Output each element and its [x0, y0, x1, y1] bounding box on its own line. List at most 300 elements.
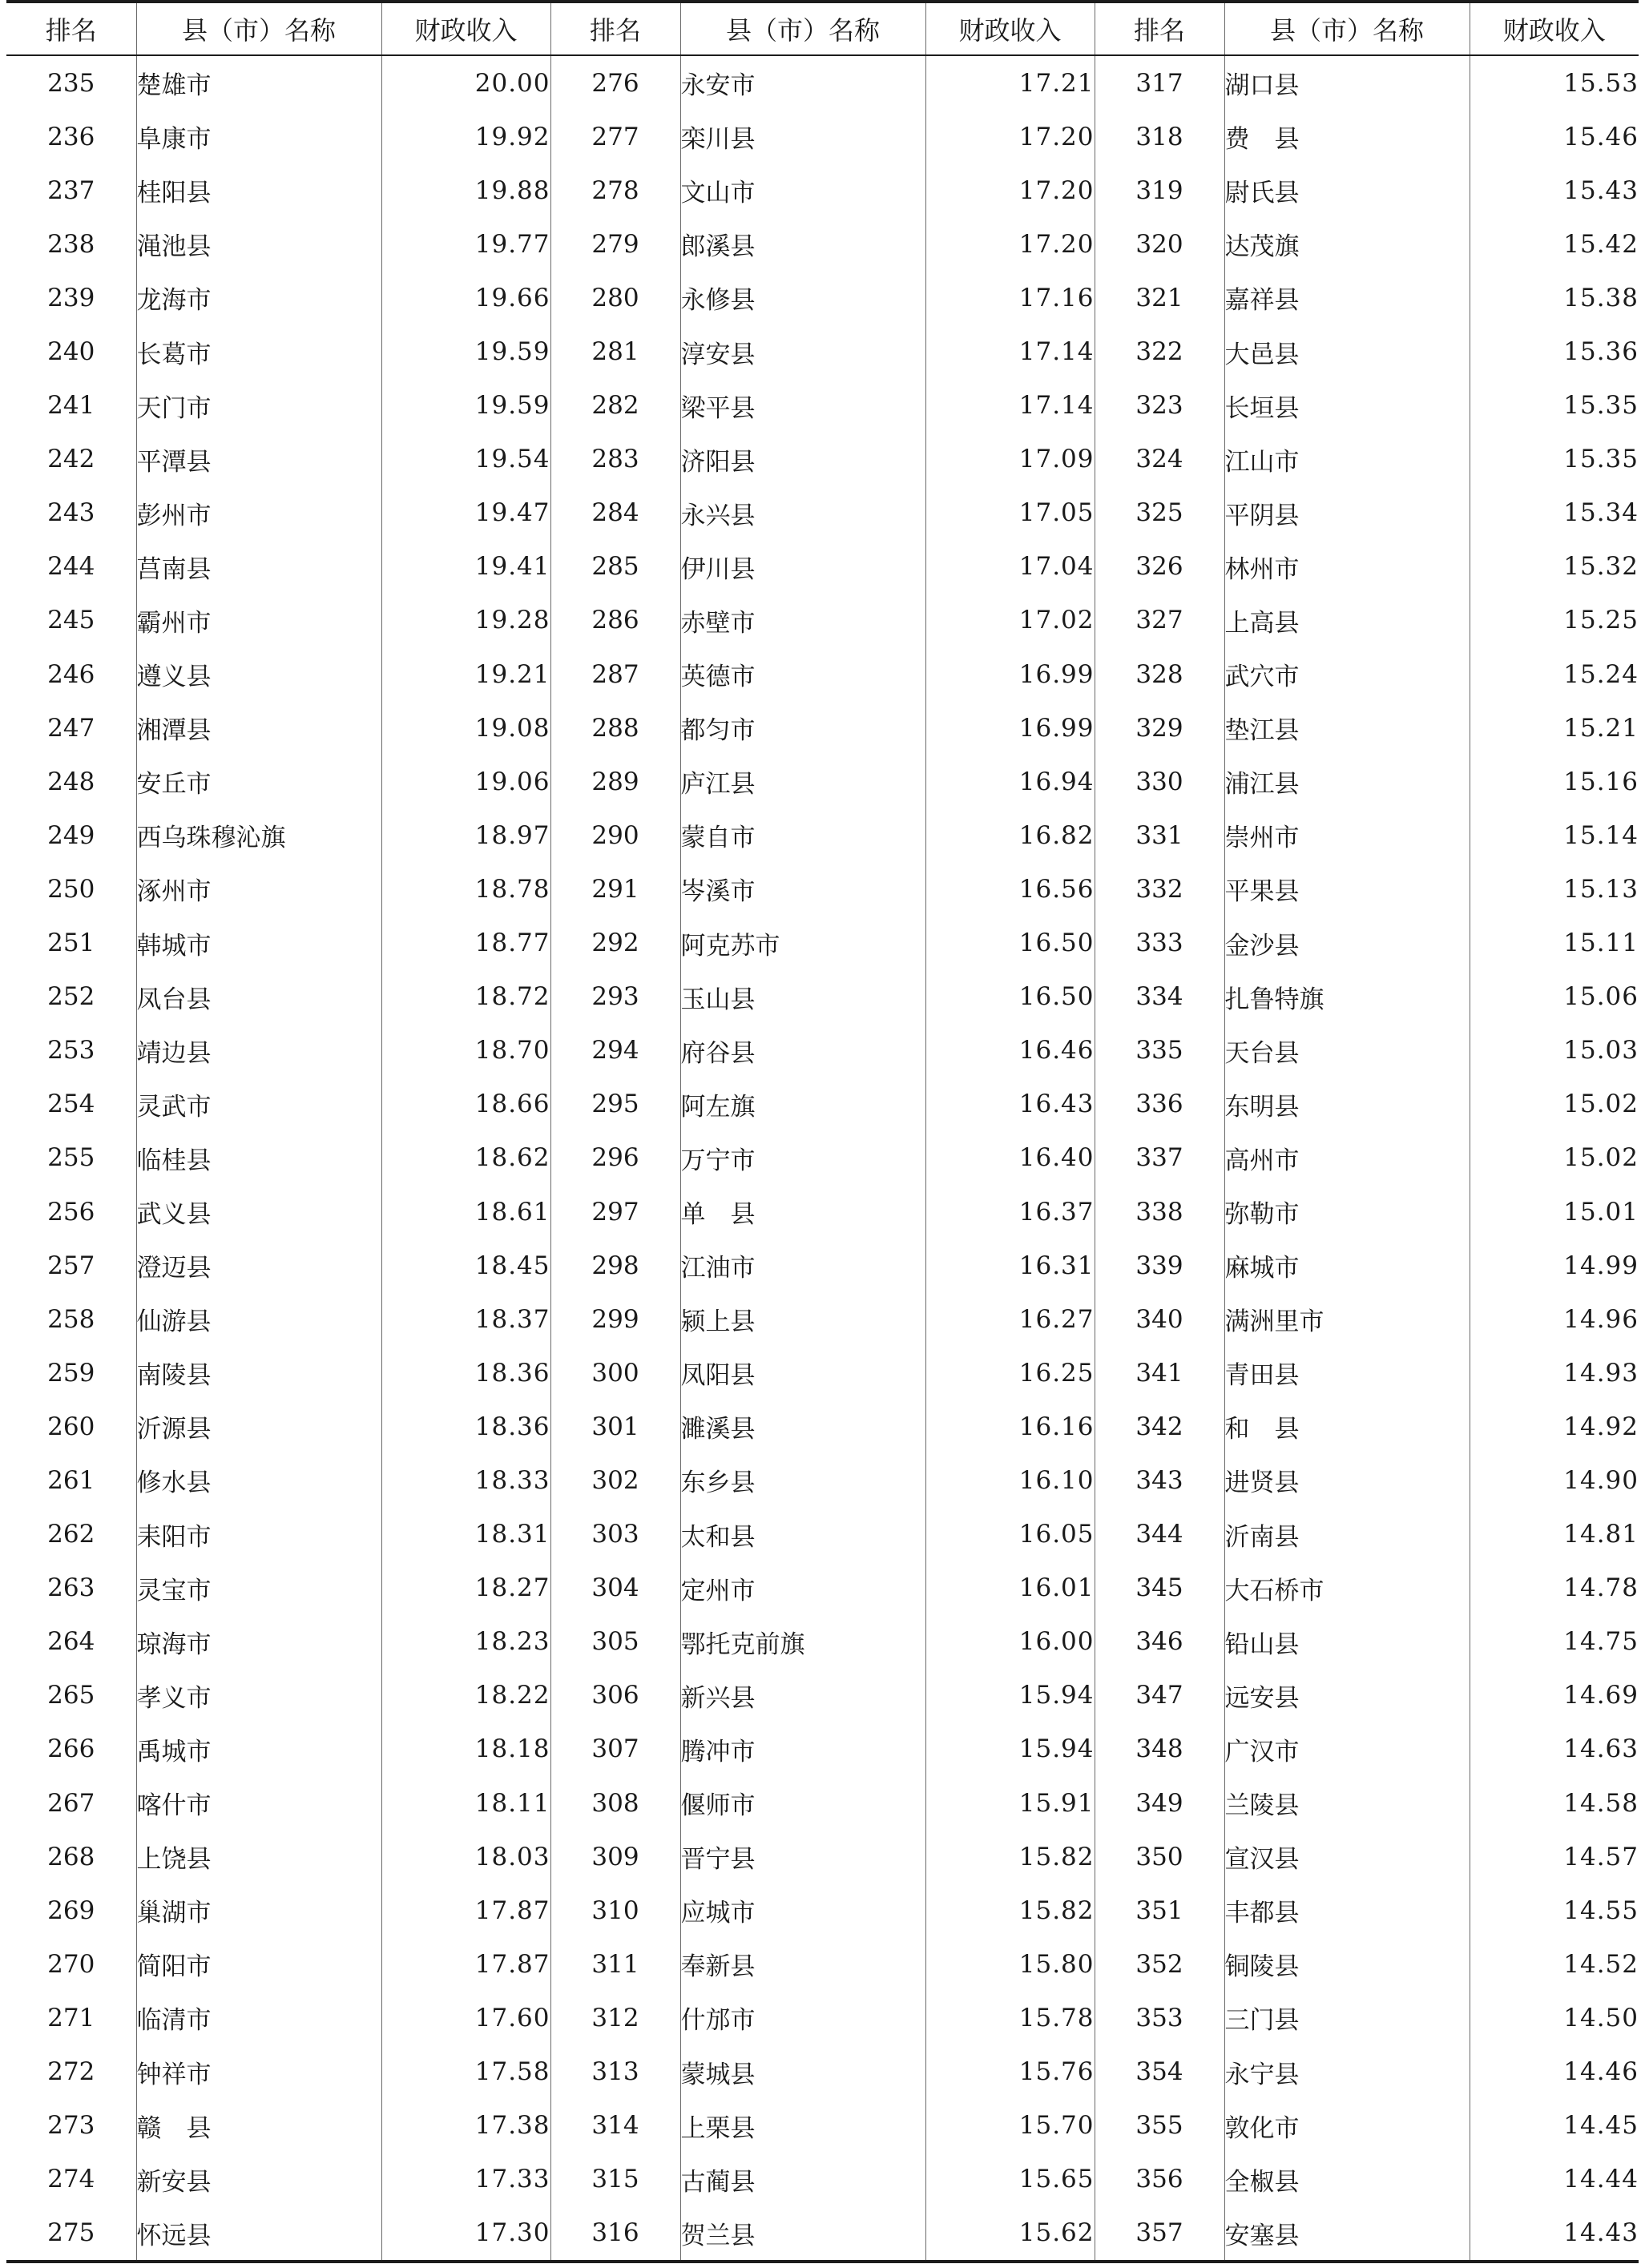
- fiscal-revenue-cell: 15.01: [1470, 1185, 1639, 1239]
- rank-cell: 312: [550, 1991, 680, 2044]
- county-name-cell: 上栗县: [680, 2099, 925, 2153]
- fiscal-revenue-cell: 17.20: [925, 163, 1095, 217]
- county-name-cell: 江山市: [1224, 433, 1470, 486]
- fiscal-revenue-cell: 15.32: [1470, 540, 1639, 594]
- county-name-cell: 兰陵县: [1224, 1776, 1470, 1830]
- rank-cell: 319: [1095, 163, 1224, 217]
- table-row: [6, 1776, 1639, 1830]
- fiscal-revenue-cell: 16.01: [925, 1561, 1095, 1615]
- fiscal-revenue-cell: 19.47: [381, 486, 550, 540]
- rank-cell: 257: [47, 1251, 95, 1280]
- table-row: [6, 1346, 1639, 1400]
- county-name-cell: 新兴县: [680, 1669, 925, 1722]
- fiscal-revenue-cell: 18.33: [381, 1453, 550, 1507]
- rank-cell: 322: [1095, 324, 1224, 378]
- fiscal-revenue-cell: 19.77: [381, 217, 550, 271]
- rank-cell: 268: [47, 1842, 95, 1871]
- rank-cell: 303: [550, 1508, 680, 1561]
- fiscal-revenue-cell: 19.92: [381, 110, 550, 163]
- rank-cell: 315: [550, 2153, 680, 2206]
- county-name-cell: 涿州市: [136, 862, 381, 916]
- fiscal-revenue-cell: 15.65: [925, 2153, 1095, 2206]
- county-name-cell: 弥勒市: [1224, 1185, 1470, 1239]
- county-name-cell: 丰都县: [1224, 1883, 1470, 1937]
- rank-cell: 254: [47, 1090, 95, 1119]
- county-name-cell: 上高县: [1224, 594, 1470, 647]
- rank-cell: 248: [47, 767, 95, 796]
- rank-cell: 265: [47, 1681, 95, 1710]
- rank-cell: 334: [1095, 970, 1224, 1024]
- rank-cell: 331: [1095, 808, 1224, 862]
- county-name-cell: 和 县: [1224, 1400, 1470, 1453]
- rank-cell: 305: [550, 1615, 680, 1669]
- rank-cell: 240: [47, 337, 95, 367]
- rank-cell: 300: [550, 1346, 680, 1400]
- rank-cell: 326: [1095, 540, 1224, 594]
- rank-cell: 337: [1095, 1131, 1224, 1185]
- rank-cell: 349: [1095, 1776, 1224, 1830]
- table-row: [6, 1400, 1639, 1453]
- county-name-cell: 文山市: [680, 163, 925, 217]
- rank-cell: 253: [47, 1036, 95, 1066]
- fiscal-revenue-cell: 20.00: [381, 55, 550, 110]
- fiscal-revenue-cell: 15.53: [1470, 55, 1639, 110]
- fiscal-revenue-cell: 16.99: [925, 647, 1095, 701]
- fiscal-revenue-cell: 18.18: [381, 1722, 550, 1776]
- rank-cell: 235: [47, 68, 95, 98]
- fiscal-revenue-cell: 16.99: [925, 701, 1095, 755]
- county-name-cell: 梁平县: [680, 379, 925, 433]
- county-name-cell: 凤阳县: [680, 1346, 925, 1400]
- rank-cell: 260: [47, 1412, 95, 1441]
- header-fiscal-revenue: 财政收入: [925, 2, 1095, 55]
- county-name-cell: 栾川县: [680, 110, 925, 163]
- rank-cell: 351: [1095, 1883, 1224, 1937]
- fiscal-revenue-cell: 15.82: [925, 1883, 1095, 1937]
- fiscal-revenue-cell: 14.90: [1470, 1453, 1639, 1507]
- table-row: [6, 1024, 1639, 1078]
- table-body: [6, 55, 1639, 2262]
- rank-cell: 283: [550, 433, 680, 486]
- fiscal-revenue-cell: 15.82: [925, 1830, 1095, 1883]
- rank-cell: 350: [1095, 1830, 1224, 1883]
- rank-cell: 256: [47, 1197, 95, 1227]
- fiscal-revenue-cell: 16.10: [925, 1453, 1095, 1507]
- fiscal-revenue-cell: 15.02: [1470, 1078, 1639, 1131]
- county-name-cell: 孝义市: [136, 1669, 381, 1722]
- rank-cell: 292: [550, 916, 680, 970]
- fiscal-revenue-cell: 16.16: [925, 1400, 1095, 1453]
- county-name-cell: 楚雄市: [136, 55, 381, 110]
- county-name-cell: 达茂旗: [1224, 217, 1470, 271]
- county-name-cell: 沂源县: [136, 1400, 381, 1453]
- rank-cell: 247: [47, 713, 95, 743]
- fiscal-revenue-cell: 15.34: [1470, 486, 1639, 540]
- county-name-cell: 庐江县: [680, 755, 925, 808]
- fiscal-revenue-cell: 15.43: [1470, 163, 1639, 217]
- rank-cell: 249: [47, 820, 95, 850]
- rank-cell: 308: [550, 1776, 680, 1830]
- fiscal-revenue-cell: 16.43: [925, 1078, 1095, 1131]
- table-row: [6, 55, 1639, 110]
- fiscal-revenue-cell: 17.20: [925, 217, 1095, 271]
- fiscal-revenue-cell: 15.76: [925, 2044, 1095, 2098]
- fiscal-revenue-cell: 15.03: [1470, 1024, 1639, 1078]
- fiscal-revenue-cell: 14.45: [1470, 2099, 1639, 2153]
- table-row: [6, 1991, 1639, 2044]
- fiscal-revenue-cell: 17.02: [925, 594, 1095, 647]
- rank-cell: 299: [550, 1292, 680, 1346]
- rank-cell: 327: [1095, 594, 1224, 647]
- fiscal-revenue-cell: 18.78: [381, 862, 550, 916]
- rank-cell: 339: [1095, 1239, 1224, 1292]
- fiscal-revenue-cell: 15.62: [925, 2206, 1095, 2262]
- county-name-cell: 垫江县: [1224, 701, 1470, 755]
- fiscal-revenue-cell: 14.50: [1470, 1991, 1639, 2044]
- table-row: [6, 271, 1639, 324]
- rank-cell: 241: [47, 391, 95, 421]
- rank-cell: 285: [550, 540, 680, 594]
- rank-cell: 324: [1095, 433, 1224, 486]
- county-name-cell: 晋宁县: [680, 1830, 925, 1883]
- table-row: [6, 379, 1639, 433]
- rank-cell: 251: [47, 929, 95, 958]
- county-name-cell: 英德市: [680, 647, 925, 701]
- rank-cell: 310: [550, 1883, 680, 1937]
- fiscal-revenue-cell: 18.70: [381, 1024, 550, 1078]
- rank-cell: 289: [550, 755, 680, 808]
- rank-cell: 293: [550, 970, 680, 1024]
- county-name-cell: 武穴市: [1224, 647, 1470, 701]
- county-name-cell: 赤壁市: [680, 594, 925, 647]
- rank-cell: 298: [550, 1239, 680, 1292]
- fiscal-revenue-cell: 15.36: [1470, 324, 1639, 378]
- fiscal-revenue-cell: 14.96: [1470, 1292, 1639, 1346]
- fiscal-revenue-cell: 18.36: [381, 1346, 550, 1400]
- fiscal-revenue-cell: 14.93: [1470, 1346, 1639, 1400]
- header-rank: 排名: [6, 2, 136, 55]
- fiscal-revenue-cell: 16.37: [925, 1185, 1095, 1239]
- rank-cell: 245: [47, 606, 95, 635]
- header-fiscal-revenue: 财政收入: [1470, 2, 1639, 55]
- rank-cell: 286: [550, 594, 680, 647]
- county-name-cell: 玉山县: [680, 970, 925, 1024]
- table-row: [6, 1615, 1639, 1669]
- rank-cell: 250: [47, 874, 95, 904]
- table-row: [6, 1292, 1639, 1346]
- county-name-cell: 上饶县: [136, 1830, 381, 1883]
- table-row: [6, 755, 1639, 808]
- rank-cell: 261: [47, 1465, 95, 1495]
- county-name-cell: 仙游县: [136, 1292, 381, 1346]
- table-row: [6, 1883, 1639, 1937]
- fiscal-revenue-cell: 14.44: [1470, 2153, 1639, 2206]
- county-name-cell: 遵义县: [136, 647, 381, 701]
- fiscal-revenue-cell: 19.08: [381, 701, 550, 755]
- county-name-cell: 伊川县: [680, 540, 925, 594]
- rank-cell: 239: [47, 283, 95, 312]
- table-row: [6, 1937, 1639, 1991]
- county-name-cell: 怀远县: [136, 2206, 381, 2262]
- county-name-cell: 蒙城县: [680, 2044, 925, 2098]
- fiscal-revenue-cell: 17.33: [381, 2153, 550, 2206]
- table-row: [6, 1508, 1639, 1561]
- rank-cell: 273: [47, 2111, 95, 2141]
- fiscal-revenue-cell: 18.62: [381, 1131, 550, 1185]
- county-name-cell: 进贤县: [1224, 1453, 1470, 1507]
- county-name-cell: 灵武市: [136, 1078, 381, 1131]
- county-name-cell: 长垣县: [1224, 379, 1470, 433]
- county-name-cell: 沂南县: [1224, 1508, 1470, 1561]
- county-name-cell: 东乡县: [680, 1453, 925, 1507]
- rank-cell: 282: [550, 379, 680, 433]
- rank-cell: 352: [1095, 1937, 1224, 1991]
- fiscal-revenue-cell: 17.87: [381, 1937, 550, 1991]
- county-name-cell: 武义县: [136, 1185, 381, 1239]
- rank-cell: 294: [550, 1024, 680, 1078]
- county-name-cell: 浦江县: [1224, 755, 1470, 808]
- rank-cell: 246: [47, 659, 95, 689]
- table-row: [6, 2206, 1639, 2262]
- county-name-cell: 大邑县: [1224, 324, 1470, 378]
- county-name-cell: 全椒县: [1224, 2153, 1470, 2206]
- fiscal-revenue-cell: 14.92: [1470, 1400, 1639, 1453]
- county-name-cell: 扎鲁特旗: [1224, 970, 1470, 1024]
- county-name-cell: 远安县: [1224, 1669, 1470, 1722]
- county-name-cell: 济阳县: [680, 433, 925, 486]
- fiscal-revenue-cell: 18.61: [381, 1185, 550, 1239]
- county-name-cell: 南陵县: [136, 1346, 381, 1400]
- county-name-cell: 铅山县: [1224, 1615, 1470, 1669]
- fiscal-revenue-cell: 18.31: [381, 1508, 550, 1561]
- table-row: [6, 1239, 1639, 1292]
- county-name-cell: 满洲里市: [1224, 1292, 1470, 1346]
- fiscal-revenue-cell: 14.55: [1470, 1883, 1639, 1937]
- fiscal-revenue-cell: 15.94: [925, 1722, 1095, 1776]
- table-row: [6, 1185, 1639, 1239]
- county-name-cell: 金沙县: [1224, 916, 1470, 970]
- fiscal-revenue-cell: 17.87: [381, 1883, 550, 1937]
- fiscal-revenue-cell: 17.09: [925, 433, 1095, 486]
- rank-cell: 338: [1095, 1185, 1224, 1239]
- fiscal-revenue-cell: 14.43: [1470, 2206, 1639, 2262]
- fiscal-revenue-cell: 15.13: [1470, 862, 1639, 916]
- fiscal-revenue-cell: 18.77: [381, 916, 550, 970]
- county-name-cell: 府谷县: [680, 1024, 925, 1078]
- rank-cell: 321: [1095, 271, 1224, 324]
- rank-cell: 244: [47, 552, 95, 582]
- county-name-cell: 颍上县: [680, 1292, 925, 1346]
- fiscal-revenue-cell: 15.94: [925, 1669, 1095, 1722]
- rank-cell: 255: [47, 1143, 95, 1173]
- rank-cell: 267: [47, 1788, 95, 1818]
- fiscal-revenue-cell: 18.27: [381, 1561, 550, 1615]
- fiscal-revenue-cell: 18.72: [381, 970, 550, 1024]
- fiscal-revenue-cell: 19.06: [381, 755, 550, 808]
- rank-cell: 266: [47, 1734, 95, 1764]
- rank-cell: 271: [47, 2003, 95, 2032]
- county-name-cell: 天台县: [1224, 1024, 1470, 1078]
- fiscal-revenue-cell: 14.78: [1470, 1561, 1639, 1615]
- fiscal-revenue-cell: 18.22: [381, 1669, 550, 1722]
- rank-cell: 272: [47, 2057, 95, 2087]
- fiscal-revenue-cell: 14.63: [1470, 1722, 1639, 1776]
- table-row: [6, 2099, 1639, 2153]
- rank-cell: 348: [1095, 1722, 1224, 1776]
- county-name-cell: 靖边县: [136, 1024, 381, 1078]
- county-name-cell: 岑溪市: [680, 862, 925, 916]
- fiscal-revenue-cell: 18.97: [381, 808, 550, 862]
- county-name-cell: 广汉市: [1224, 1722, 1470, 1776]
- fiscal-revenue-cell: 15.35: [1470, 433, 1639, 486]
- rank-cell: 314: [550, 2099, 680, 2153]
- county-name-cell: 定州市: [680, 1561, 925, 1615]
- fiscal-revenue-cell: 16.82: [925, 808, 1095, 862]
- fiscal-revenue-cell: 15.02: [1470, 1131, 1639, 1185]
- rank-cell: 355: [1095, 2099, 1224, 2153]
- county-name-cell: 钟祥市: [136, 2044, 381, 2098]
- county-name-cell: 阿左旗: [680, 1078, 925, 1131]
- county-name-cell: 天门市: [136, 379, 381, 433]
- rank-cell: 325: [1095, 486, 1224, 540]
- fiscal-revenue-cell: 19.88: [381, 163, 550, 217]
- fiscal-revenue-cell: 16.50: [925, 970, 1095, 1024]
- county-name-cell: 修水县: [136, 1453, 381, 1507]
- rank-cell: 237: [47, 175, 95, 205]
- rank-cell: 313: [550, 2044, 680, 2098]
- fiscal-revenue-cell: 17.30: [381, 2206, 550, 2262]
- county-name-cell: 新安县: [136, 2153, 381, 2206]
- county-name-cell: 永安市: [680, 55, 925, 110]
- table-row: [6, 1722, 1639, 1776]
- county-name-cell: 渑池县: [136, 217, 381, 271]
- rank-cell: 252: [47, 982, 95, 1012]
- fiscal-revenue-cell: 14.52: [1470, 1937, 1639, 1991]
- county-name-cell: 韩城市: [136, 916, 381, 970]
- fiscal-revenue-cell: 17.58: [381, 2044, 550, 2098]
- county-name-cell: 龙海市: [136, 271, 381, 324]
- fiscal-revenue-cell: 15.24: [1470, 647, 1639, 701]
- rank-cell: 291: [550, 862, 680, 916]
- fiscal-revenue-cell: 15.80: [925, 1937, 1095, 1991]
- county-name-cell: 阜康市: [136, 110, 381, 163]
- county-name-cell: 林州市: [1224, 540, 1470, 594]
- fiscal-revenue-cell: 15.14: [1470, 808, 1639, 862]
- fiscal-revenue-cell: 14.75: [1470, 1615, 1639, 1669]
- rank-cell: 236: [47, 122, 95, 151]
- county-name-cell: 临清市: [136, 1991, 381, 2044]
- county-name-cell: 耒阳市: [136, 1508, 381, 1561]
- county-name-cell: 平阴县: [1224, 486, 1470, 540]
- fiscal-revenue-cell: 17.04: [925, 540, 1095, 594]
- fiscal-revenue-cell: 14.57: [1470, 1830, 1639, 1883]
- fiscal-revenue-cell: 19.59: [381, 324, 550, 378]
- rank-cell: 343: [1095, 1453, 1224, 1507]
- rank-cell: 263: [47, 1573, 95, 1603]
- county-name-cell: 奉新县: [680, 1937, 925, 1991]
- table-row: [6, 1078, 1639, 1131]
- county-name-cell: 尉氏县: [1224, 163, 1470, 217]
- header-county-name: 县（市）名称: [1224, 2, 1470, 55]
- rank-cell: 278: [550, 163, 680, 217]
- fiscal-revenue-cell: 18.37: [381, 1292, 550, 1346]
- county-name-cell: 霸州市: [136, 594, 381, 647]
- fiscal-revenue-cell: 15.25: [1470, 594, 1639, 647]
- fiscal-revenue-cell: 16.25: [925, 1346, 1095, 1400]
- fiscal-revenue-cell: 16.94: [925, 755, 1095, 808]
- rank-cell: 354: [1095, 2044, 1224, 2098]
- county-name-cell: 麻城市: [1224, 1239, 1470, 1292]
- rank-cell: 277: [550, 110, 680, 163]
- fiscal-revenue-cell: 16.50: [925, 916, 1095, 970]
- rank-cell: 357: [1095, 2206, 1224, 2262]
- county-name-cell: 郎溪县: [680, 217, 925, 271]
- rank-cell: 347: [1095, 1669, 1224, 1722]
- county-name-cell: 单 县: [680, 1185, 925, 1239]
- county-name-cell: 桂阳县: [136, 163, 381, 217]
- rank-cell: 259: [47, 1358, 95, 1388]
- rank-cell: 332: [1095, 862, 1224, 916]
- table-row: [6, 701, 1639, 755]
- rank-cell: 336: [1095, 1078, 1224, 1131]
- county-name-cell: 蒙自市: [680, 808, 925, 862]
- rank-cell: 306: [550, 1669, 680, 1722]
- fiscal-revenue-cell: 17.05: [925, 486, 1095, 540]
- county-name-cell: 大石桥市: [1224, 1561, 1470, 1615]
- fiscal-revenue-cell: 18.66: [381, 1078, 550, 1131]
- rank-cell: 288: [550, 701, 680, 755]
- fiscal-revenue-cell: 17.20: [925, 110, 1095, 163]
- county-name-cell: 万宁市: [680, 1131, 925, 1185]
- table-row: [6, 594, 1639, 647]
- table-row: [6, 540, 1639, 594]
- fiscal-revenue-cell: 17.21: [925, 55, 1095, 110]
- rank-cell: 262: [47, 1520, 95, 1549]
- fiscal-revenue-cell: 16.27: [925, 1292, 1095, 1346]
- table-row: [6, 217, 1639, 271]
- fiscal-revenue-cell: 19.59: [381, 379, 550, 433]
- county-name-cell: 都匀市: [680, 701, 925, 755]
- county-name-cell: 喀什市: [136, 1776, 381, 1830]
- table-row: [6, 916, 1639, 970]
- county-name-cell: 临桂县: [136, 1131, 381, 1185]
- county-name-cell: 青田县: [1224, 1346, 1470, 1400]
- table-row: [6, 1830, 1639, 1883]
- header-rank: 排名: [550, 2, 680, 55]
- fiscal-revenue-cell: 18.23: [381, 1615, 550, 1669]
- fiscal-revenue-cell: 15.21: [1470, 701, 1639, 755]
- fiscal-revenue-cell: 18.11: [381, 1776, 550, 1830]
- fiscal-revenue-cell: 14.46: [1470, 2044, 1639, 2098]
- fiscal-revenue-cell: 16.00: [925, 1615, 1095, 1669]
- county-name-cell: 鄂托克前旗: [680, 1615, 925, 1669]
- table-row: [6, 324, 1639, 378]
- county-name-cell: 宣汉县: [1224, 1830, 1470, 1883]
- rank-cell: 279: [550, 217, 680, 271]
- rank-cell: 320: [1095, 217, 1224, 271]
- county-name-cell: 巢湖市: [136, 1883, 381, 1937]
- rank-cell: 280: [550, 271, 680, 324]
- fiscal-revenue-cell: 15.78: [925, 1991, 1095, 2044]
- fiscal-revenue-cell: 16.05: [925, 1508, 1095, 1561]
- table-row: [6, 862, 1639, 916]
- fiscal-revenue-cell: 19.66: [381, 271, 550, 324]
- table-row: [6, 2044, 1639, 2098]
- table-row: [6, 808, 1639, 862]
- table-row: [6, 1669, 1639, 1722]
- county-name-cell: 安塞县: [1224, 2206, 1470, 2262]
- county-name-cell: 禹城市: [136, 1722, 381, 1776]
